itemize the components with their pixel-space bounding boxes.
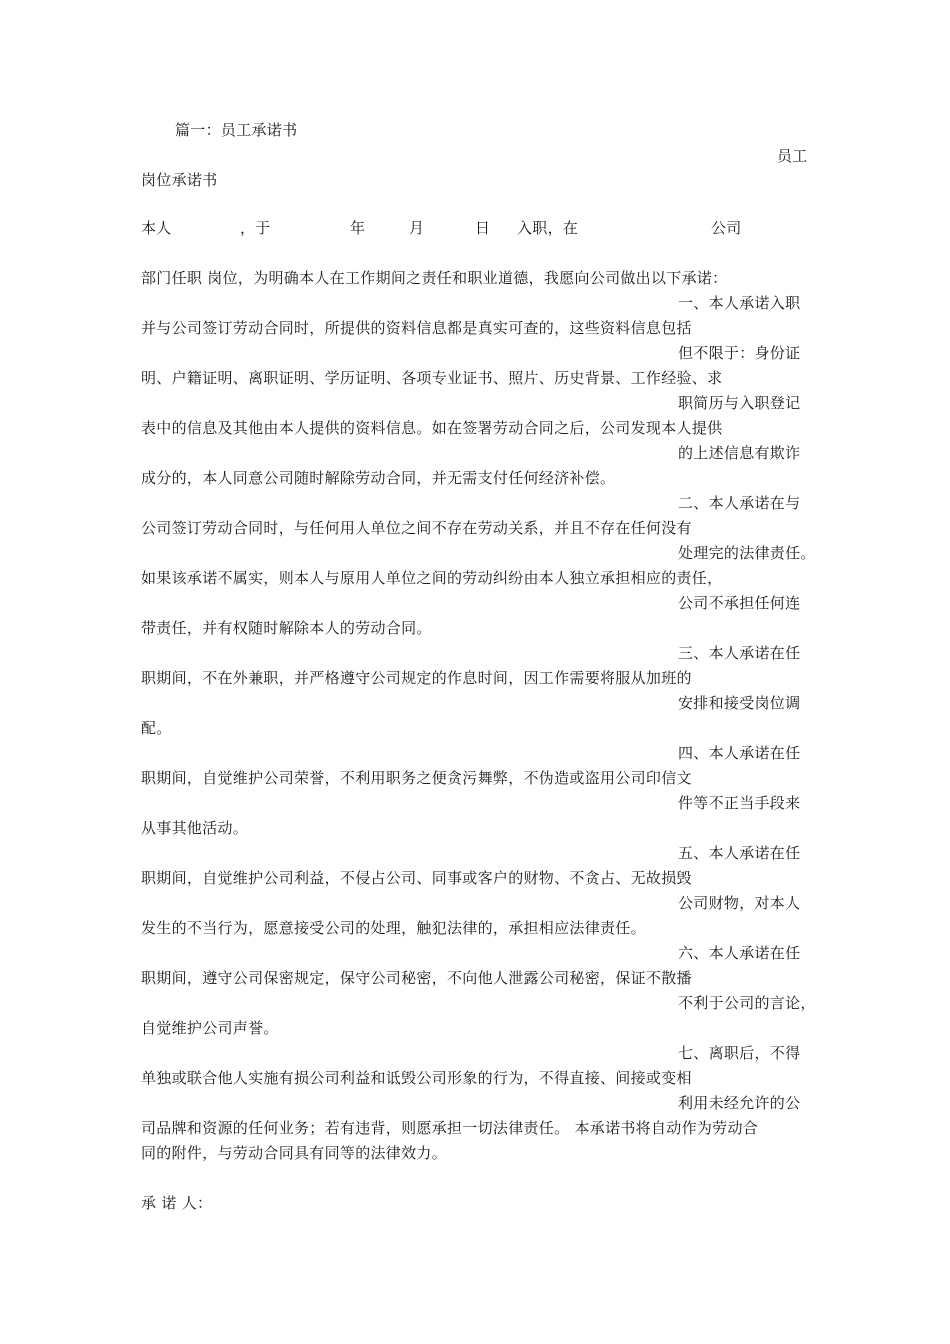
signer-label: 承 诺 人： [141,1194,213,1212]
intro-month: 月 [409,219,425,237]
body-line: 明、户籍证明、离职证明、学历证明、各项专业证书、照片、历史背景、工作经验、求 [141,369,723,387]
body-line: 三、本人承诺在任 [678,644,801,662]
body-line: 职简历与入职登记 [678,394,801,412]
body-line: 带责任，并有权随时解除本人的劳动合同。 [141,619,432,637]
body-line: 安排和接受岗位调 [678,694,801,712]
body-line: 公司签订劳动合同时，与任何用人单位之间不存在劳动关系，并且不存在任何没有 [141,519,692,537]
intro-self: 本人 [141,219,172,237]
intro-join: 入职，在 [517,219,579,237]
body-line: 成分的，本人同意公司随时解除劳动合同，并无需支付任何经济补偿。 [141,469,616,487]
body-line: 件等不正当手段来 [678,794,801,812]
body-line: 公司财物，对本人 [678,894,801,912]
intro-day: 日 [475,219,491,237]
body-line: 职期间，遵守公司保密规定，保守公司秘密，不向他人泄露公司秘密，保证不散播 [141,969,692,987]
body-line: 一、本人承诺入职 [678,294,801,312]
body-line: 从事其他活动。 [141,819,249,837]
body-line: 配。 [141,719,172,737]
body-line: 表中的信息及其他由本人提供的资料信息。如在签署劳动合同之后，公司发现本人提供 [141,419,723,437]
body-line: 四、本人承诺在任 [678,744,801,762]
body-line: 同的附件，与劳动合同具有同等的法律效力。 [141,1144,448,1162]
body-line: 但不限于：身份证 [678,344,801,362]
document-heading: 篇一：员工承诺书 [175,121,298,139]
body-line: 职期间，自觉维护公司荣誉，不利用职务之便贪污舞弊，不伪造或盗用公司印信文 [141,769,692,787]
body-line: 职期间，自觉维护公司利益，不侵占公司、同事或客户的财物、不贪占、无故损毁 [141,869,692,887]
body-line: 职期间，不在外兼职，并严格遵守公司规定的作息时间，因工作需要将服从加班的 [141,669,692,687]
body-line: 处理完的法律责任。 [678,544,816,562]
intro-company: 公司 [711,219,742,237]
body-line: 不利于公司的言论， [678,994,816,1012]
body-line: 的上述信息有欺诈 [678,444,801,462]
body-line: 五、本人承诺在任 [678,844,801,862]
body-line: 司品牌和资源的任何业务；若有违背，则愿承担一切法律责任。 本承诺书将自动作为劳动合 [141,1119,759,1137]
body-line: 七、离职后，不得 [678,1044,801,1062]
intro-line [141,216,742,241]
body-line: 如果该承诺不属实，则本人与原用人单位之间的劳动纠纷由本人独立承担相应的责任， [141,569,723,587]
body-line: 公司不承担任何连 [678,594,801,612]
body-line: 并与公司签订劳动合同时，所提供的资料信息都是真实可查的，这些资料信息包括 [141,319,692,337]
body-line: 单独或联合他人实施有损公司利益和诋毁公司形象的行为，不得直接、间接或变相 [141,1069,692,1087]
body-line: 发生的不当行为，愿意接受公司的处理，触犯法律的，承担相应法律责任。 [141,919,646,937]
body-line: 部门任职 岗位，为明确本人在工作期间之责任和职业道德，我愿向公司做出以下承诺： [141,269,728,287]
body-line: 六、本人承诺在任 [678,944,801,962]
body-line: 利用未经允许的公 [678,1094,801,1112]
body-line: 二、本人承诺在与 [678,494,801,512]
intro-year: 年 [350,219,366,237]
body-line: 自觉维护公司声誉。 [141,1019,279,1037]
title-left-fragment: 岗位承诺书 [141,171,218,189]
title-right-fragment: 员工 [777,147,808,165]
intro-on: ，于 [240,219,271,237]
